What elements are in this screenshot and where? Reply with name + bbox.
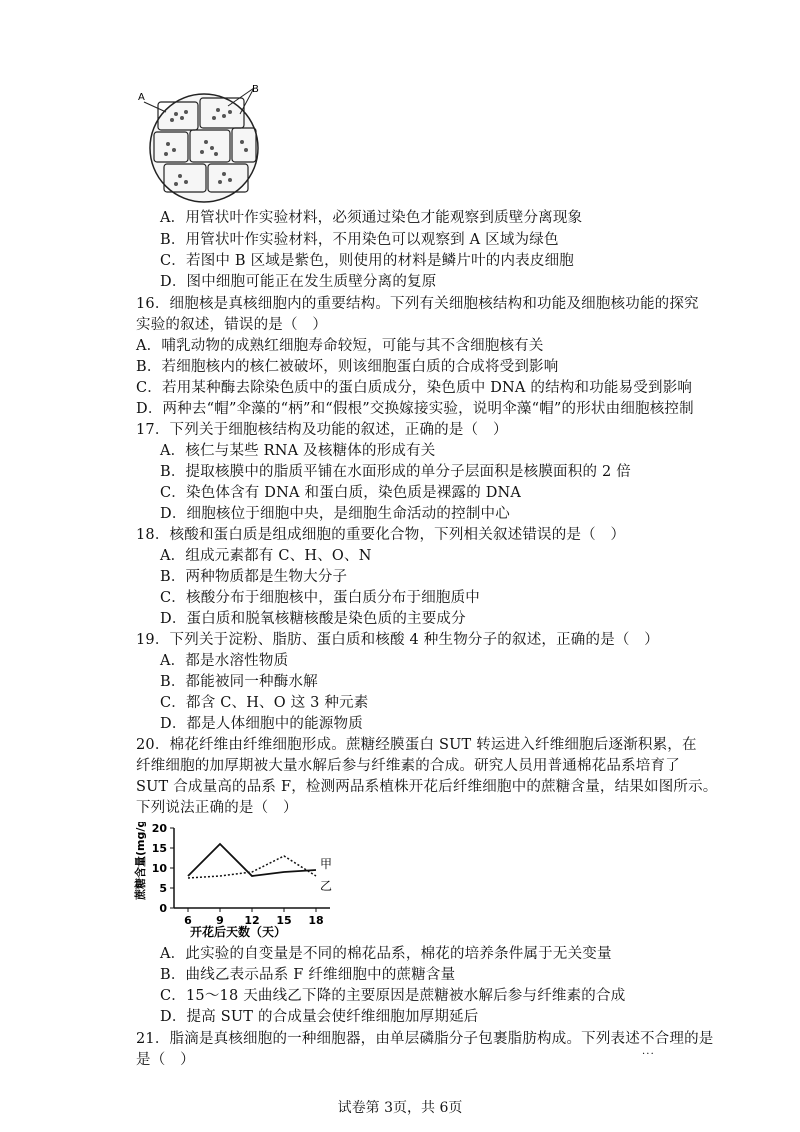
q19-option-a: A．都是水溶性物质 — [160, 653, 289, 669]
q17-option-d: D．细胞核位于细胞中央，是细胞生命活动的控制中心 — [160, 506, 510, 522]
q16-option-b: B．若细胞核内的核仁被破坏，则该细胞蛋白质的合成将受到影响 — [136, 359, 559, 375]
q16-option-d: D．两种去“帽”伞藻的“柄”和“假根”交换嫁接实验，说明伞藻“帽”的形状由细胞核控制 — [136, 401, 694, 417]
q20-stem-line2: 纤维细胞的加厚期被大量水解后参与纤维素的合成。研究人员用普通棉花品系培育了 — [136, 758, 680, 774]
q15-option-c: C．若图中 B 区域是紫色，则使用的材料是鳞片叶的内表皮细胞 — [160, 253, 574, 269]
series-label-1: 甲 — [320, 857, 333, 871]
y-tick-label: 20 — [151, 822, 167, 835]
q19-option-c: C．都含 C、H、O 这 3 种元素 — [160, 695, 369, 711]
q17-option-c: C．染色体含有 DNA 和蛋白质，染色质是裸露的 DNA — [160, 485, 522, 501]
q21-emphasis: 不合理 · · · — [640, 1031, 684, 1047]
q18-option-c: C．核酸分布于细胞核中，蛋白质分布于细胞质中 — [160, 590, 480, 606]
y-tick-label: 15 — [151, 842, 167, 855]
q16-option-a: A．哺乳动物的成熟红细胞寿命较短，可能与其不含细胞核有关 — [136, 338, 544, 354]
q20-option-b: B．曲线乙表示品系 F 纤维细胞中的蔗糖含量 — [160, 967, 456, 983]
q20-option-d: D．提高 SUT 的合成量会使纤维细胞加厚期延后 — [160, 1009, 479, 1025]
x-tick-label: 6 — [184, 914, 192, 927]
label-a: A — [138, 92, 145, 103]
q15-option-d: D．图中细胞可能正在发生质壁分离的复原 — [160, 274, 437, 290]
q16-option-c: C．若用某种酶去除染色质中的蛋白质成分，染色质中 DNA 的结构和功能易受到影响 — [136, 380, 693, 396]
q15-option-b: B．用管状叶作实验材料，不用染色可以观察到 A 区域为绿色 — [160, 232, 559, 248]
q21-stem-text: 21．脂滴是真核细胞的一种细胞器，由单层磷脂分子包裹脂肪构成。下列表述 — [136, 1031, 640, 1047]
series-label-2: 乙 — [320, 879, 333, 893]
y-tick-label: 10 — [151, 862, 167, 875]
x-axis-label: 开花后天数（天） — [190, 925, 287, 939]
y-axis-label: 蔗糖含量(mg/g) — [134, 822, 147, 900]
x-tick-label: 18 — [308, 914, 324, 927]
x-tick-label: 9 — [216, 914, 224, 927]
cell-micrograph-figure — [136, 84, 266, 208]
q20-stem-line4: 下列说法正确的是（ ） — [136, 800, 298, 816]
q19-option-b: B．都能被同一种酶水解 — [160, 674, 318, 690]
q20-option-c: C．15～18 天曲线乙下降的主要原因是蔗糖被水解后参与纤维素的合成 — [160, 988, 626, 1004]
q18-option-a: A．组成元素都有 C、H、O、N — [160, 548, 372, 564]
x-tick-label: 15 — [276, 914, 292, 927]
q18-stem: 18．核酸和蛋白质是组成细胞的重要化合物，下列相关叙述错误的是（ ） — [136, 527, 626, 543]
q18-option-d: D．蛋白质和脱氧核糖核酸是染色质的主要成分 — [160, 611, 466, 627]
series-line-2 — [188, 856, 316, 878]
q17-option-b: B．提取核膜中的脂质平铺在水面形成的单分子层面积是核膜面积的 2 倍 — [160, 464, 631, 480]
cell-micrograph — [136, 84, 266, 204]
q20-stem-line1: 20．棉花纤维由纤维细胞形成。蔗糖经膜蛋白 SUT 转运进入纤维细胞后逐渐积累，在 — [136, 737, 697, 753]
q16-stem-line1: 16．细胞核是真核细胞内的重要结构。下列有关细胞核结构和功能及细胞核功能的探究 — [136, 296, 699, 312]
q21-stem-line1 — [136, 1029, 713, 1049]
sucrose-chart-figure — [130, 822, 350, 946]
label-b: B — [252, 84, 259, 95]
sucrose-chart — [130, 822, 350, 942]
q21-stem-line2: 是（ ） — [136, 1052, 195, 1068]
q18-option-b: B．两种物质都是生物大分子 — [160, 569, 348, 585]
q15-option-a: A．用管状叶作实验材料，必须通过染色才能观察到质壁分离现象 — [160, 210, 583, 226]
q20-stem-line3: SUT 合成量高的品系 F，检测两品系植株开花后纤维细胞中的蔗糖含量，结果如图所示。 — [136, 779, 718, 795]
q20-option-a: A．此实验的自变量是不同的棉花品系，棉花的培养条件属于无关变量 — [160, 946, 612, 962]
page-footer: 试卷第 3页，共 6页 — [337, 1100, 463, 1116]
q19-stem: 19．下列关于淀粉、脂肪、蛋白质和核酸 4 种生物分子的叙述，正确的是（ ） — [136, 632, 659, 648]
y-tick-label: 5 — [159, 882, 167, 895]
q21-stem-end: 的是 — [684, 1031, 714, 1047]
y-tick-label: 0 — [159, 902, 167, 915]
q19-option-d: D．都是人体细胞中的能源物质 — [160, 716, 363, 732]
x-tick-label: 12 — [244, 914, 260, 927]
q17-stem: 17．下列关于细胞核结构及功能的叙述，正确的是（ ） — [136, 422, 508, 438]
q16-stem-line2: 实验的叙述，错误的是（ ） — [136, 317, 328, 333]
q17-option-a: A．核仁与某些 RNA 及核糖体的形成有关 — [160, 443, 436, 459]
